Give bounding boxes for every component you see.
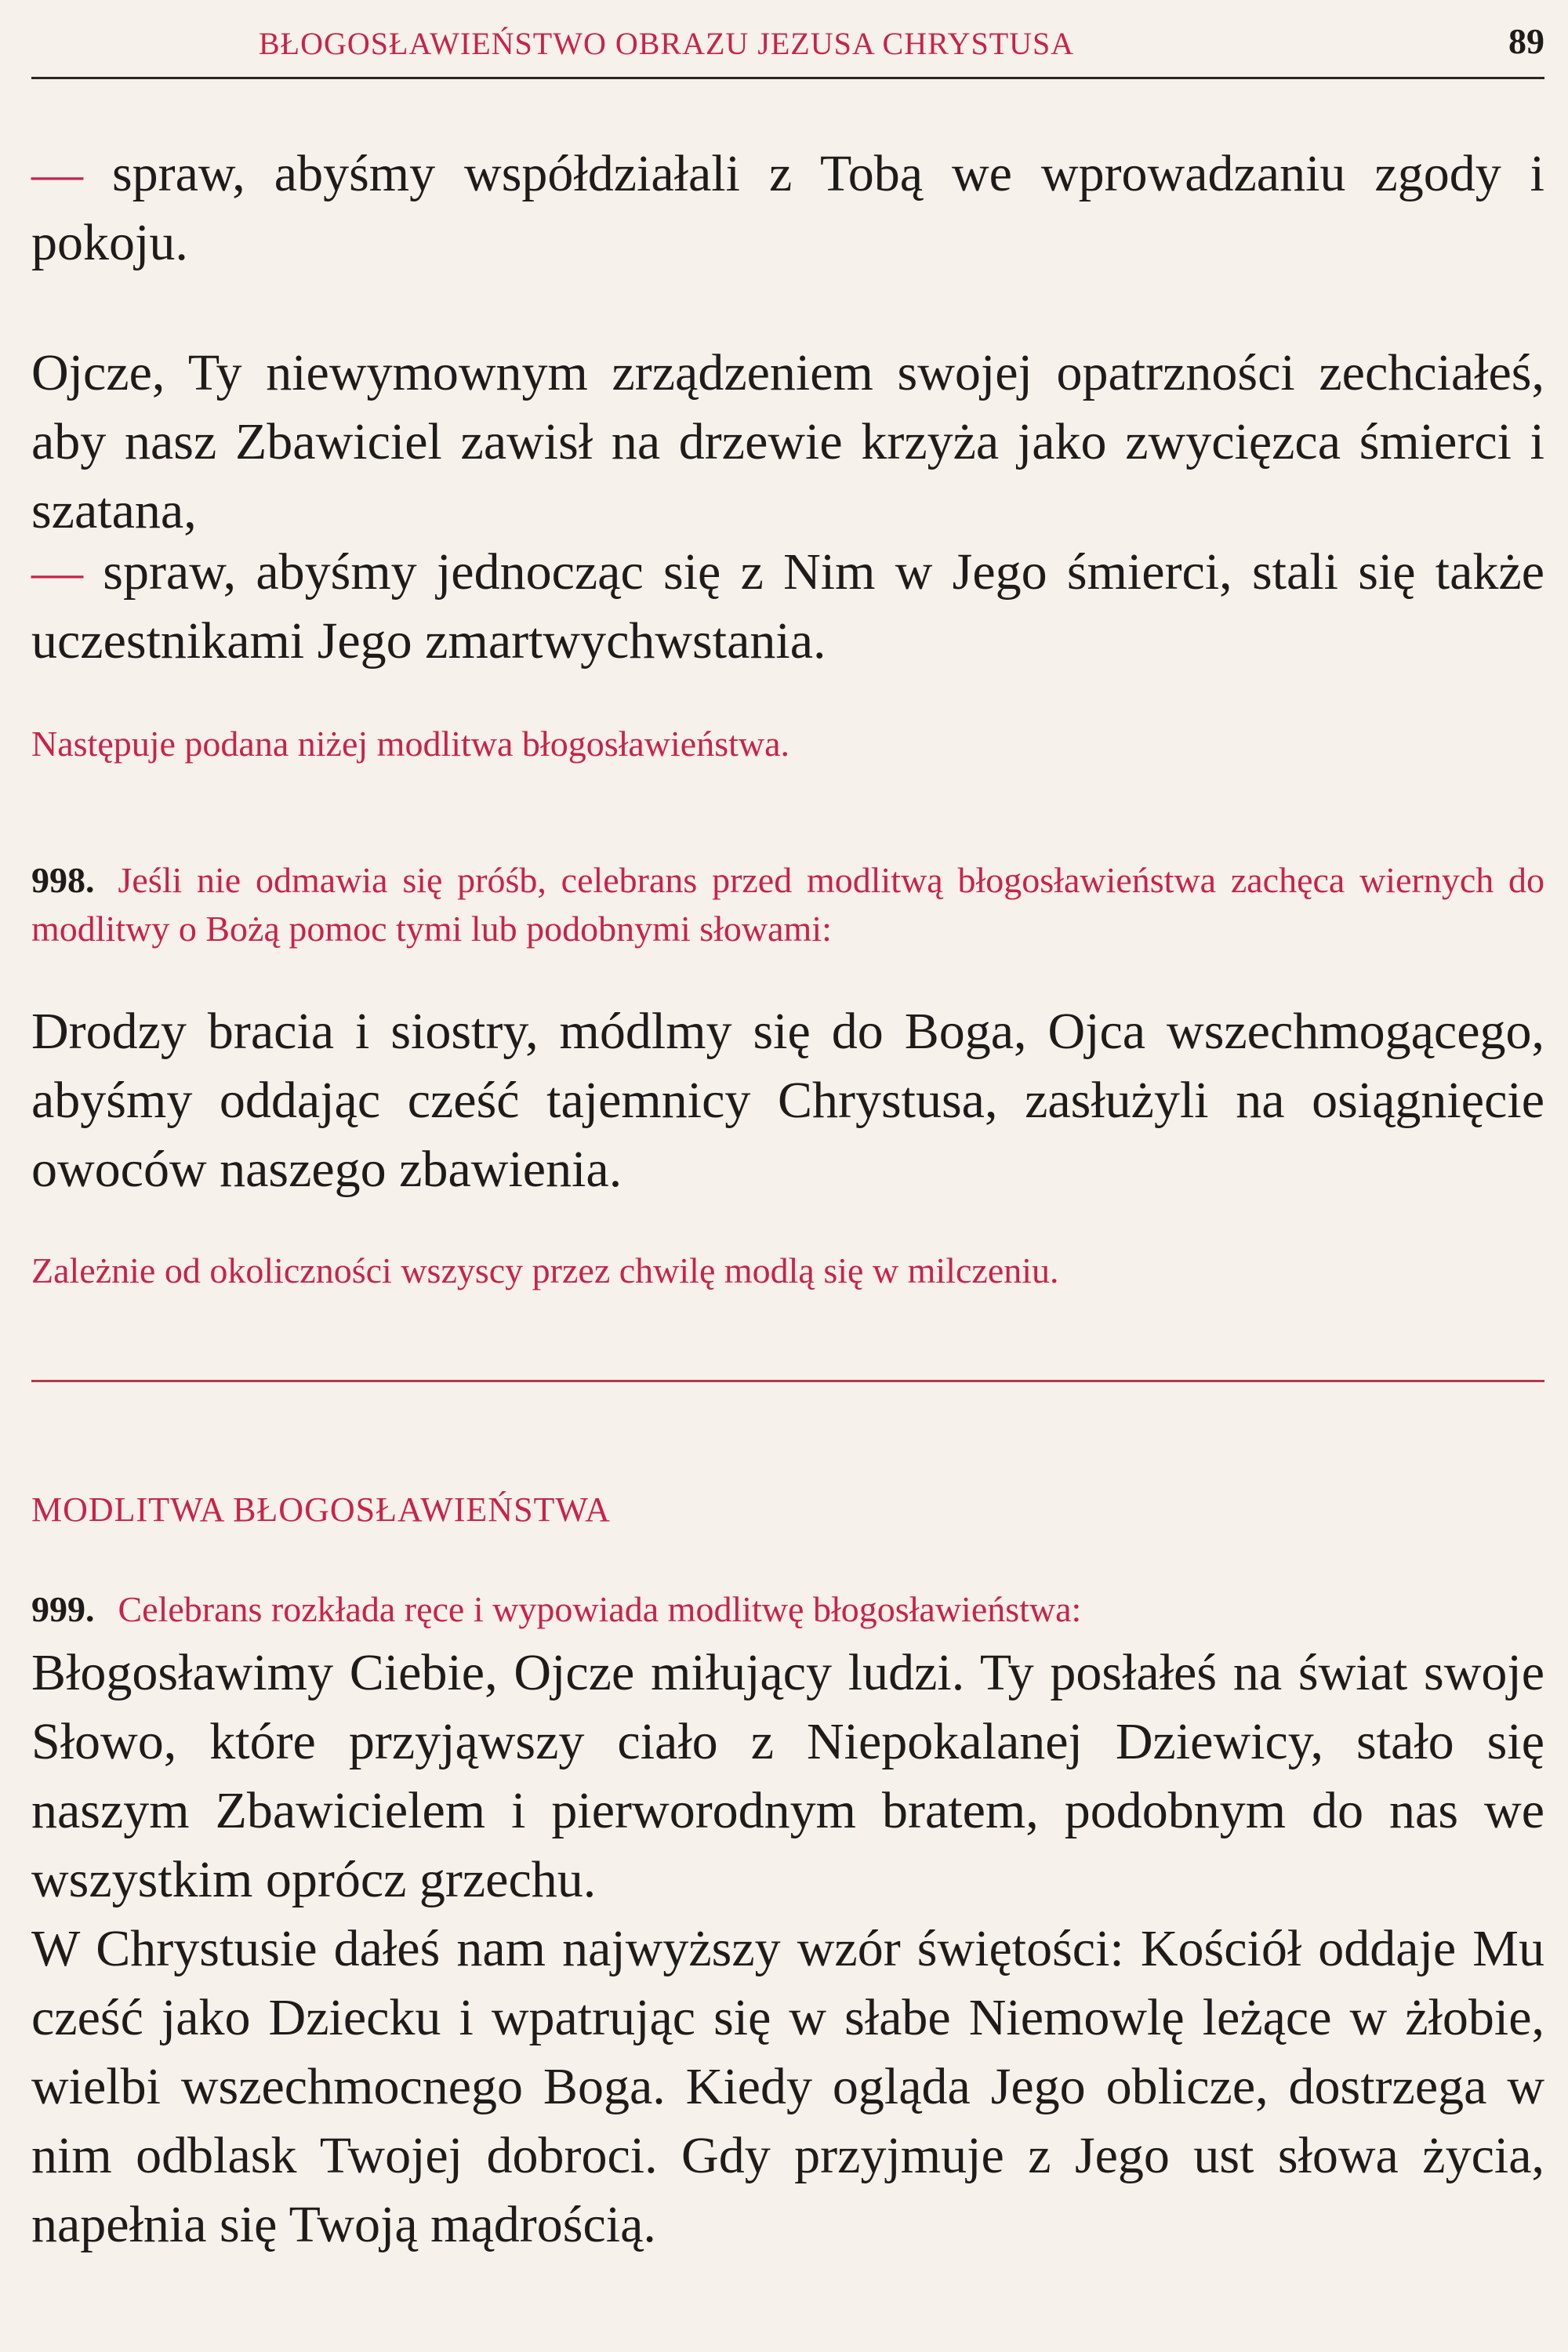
rubric-following-prayer: Następuje podana niżej modlitwa błogosławieństwa. bbox=[31, 724, 790, 764]
paragraph-number: 998. bbox=[31, 860, 95, 900]
running-head bbox=[31, 14, 1544, 69]
intercession-3 bbox=[31, 538, 1544, 676]
intercession-text: Ojcze, Ty niewymownym zrządzeniem swojej opatrzności zechciałeś, aby nasz Zbawiciel zawisł na drzewie krzyża jako zwycięzca śmierci i szatana, bbox=[31, 344, 1544, 539]
rubric-text: Celebrans rozkłada ręce i wypowiada modlitwę błogosławieństwa: bbox=[118, 1589, 1082, 1629]
paragraph-999 bbox=[31, 1585, 1544, 1634]
intercession-1 bbox=[31, 140, 1544, 278]
intercession-text: spraw, abyśmy jednocząc się z Nim w Jego śmierci, stali się także uczestnikami Jego zmartwychwstania. bbox=[31, 543, 1544, 670]
blessing-prayer-part-2: W Chrystusie dałeś nam najwyższy wzór świętości: Kościół oddaje Mu cześć jako Dziecku i wpatrując się w słabe Niemowlę leżące w żłobie, wielbi wszechmocnego Boga. Kiedy ogląda Jego oblicze, dostrzega w nim odblask Twojej dobroci. Gdy przyjmuje z Jego ust słowa życia, napełnia się Twoją mądrością. bbox=[31, 1920, 1544, 2253]
paragraph-number: 999. bbox=[31, 1589, 95, 1629]
rubric-silence: Zależnie od okoliczności wszyscy przez chwilę modlą się w milczeniu. bbox=[31, 1250, 1059, 1290]
invitation-text: Drodzy bracia i siostry, módlmy się do Boga, Ojca wszechmogącego, abyśmy oddając cześć tajemnicy Chrystusa, zasłużyli na osiągnięcie owoców naszego zbawienia. bbox=[31, 1003, 1544, 1198]
section-title: MODLITWA BŁOGOSŁAWIEŃSTWA bbox=[31, 1490, 611, 1529]
page-number: 89 bbox=[1508, 21, 1544, 61]
paragraph-998 bbox=[31, 856, 1544, 953]
header-rule bbox=[31, 77, 1544, 79]
response-dash: — bbox=[31, 543, 83, 601]
rubric-text: Jeśli nie odmawia się próśb, celebrans przed modlitwą błogosławieństwa zachęca wiernych do modlitwy o Bożą pomoc tymi lub podobnymi słowami: bbox=[31, 860, 1544, 949]
running-title: BŁOGOSŁAWIEŃSTWO OBRAZU JEZUSA CHRYSTUSA bbox=[259, 26, 1075, 61]
response-dash: — bbox=[31, 145, 83, 202]
section-divider bbox=[31, 1380, 1544, 1382]
intercession-2 bbox=[31, 339, 1544, 546]
intercession-text: spraw, abyśmy współdziałali z Tobą we wprowadzaniu zgody i pokoju. bbox=[31, 145, 1544, 271]
blessing-prayer-part-1: Błogosławimy Ciebie, Ojcze miłujący ludzi. Ty posłałeś na świat swoje Słowo, które przyjąwszy ciało z Niepokalanej Dziewicy, stało się naszym Zbawicielem i pierworodnym bratem, podobnym do nas we wszystkim oprócz grzechu. bbox=[31, 1644, 1544, 1908]
